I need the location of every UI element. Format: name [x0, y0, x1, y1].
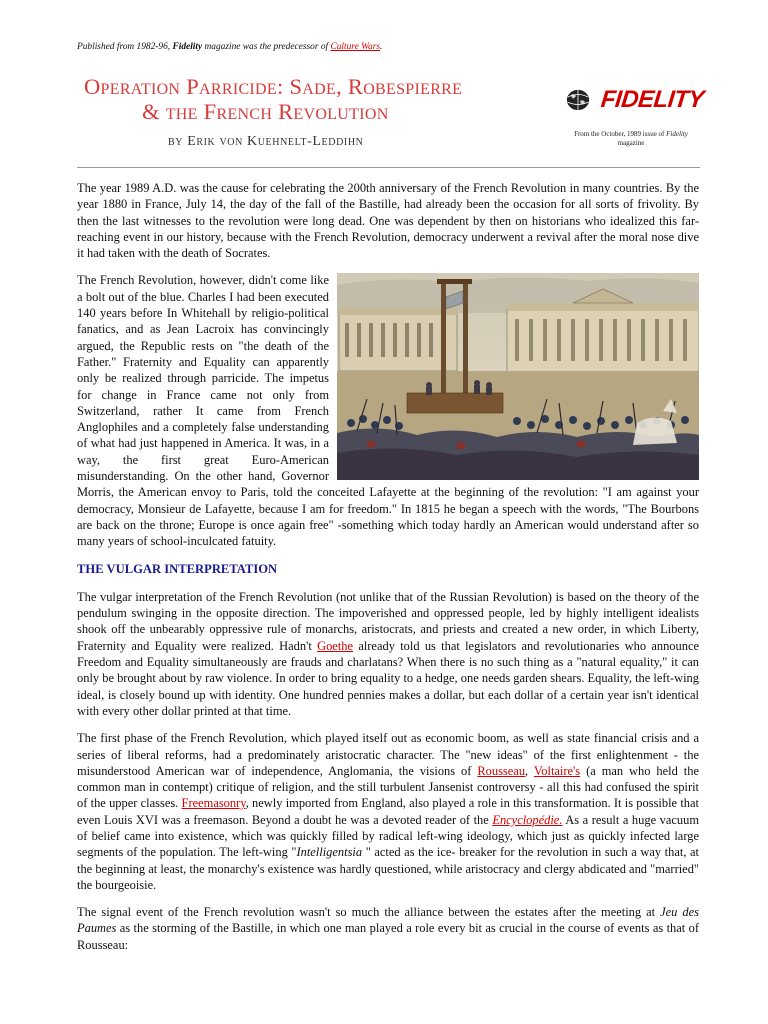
- paragraph-text: as the storming of the Bastille, in which one man played a role every bit as crucial in the course of events as that of Rousseau:: [77, 921, 699, 952]
- paragraph: [77, 589, 699, 719]
- paragraph-text: already told us that legislators and revolutionaries who announce Freedom and Equality simultaneously are frauds and charlatans? When there is no such thing as a "natural equality," it can only be brought about by raw violence. In order to bring equality to a hedge, one needs garden shears. Equality, the left-wing ideal, is closely bound up with identity. One hundred pennies makes a dollar, but each dollar of a certain year isn't identical with every other dollar printed at that time.: [77, 638, 699, 718]
- paragraph-text: The vulgar interpretation of the French Revolution (not unlike that of the Russian Revolution) is based on the theory of the pendulum swinging in the opposite direction. The impoverished and oppressed people, led by highly intelligent idealists shook off the unbearably oppressive rule of monarchs, aristocrats, and priests and created a new order, in which Liberty, Fraternity and Equality were realized. Hadn't: [77, 589, 699, 653]
- paragraph-text: , newly imported from England, also played a role in this transformation. It is possible that even Louis XVI was a freemason. Beyond a doubt he was a devoted reader of the: [77, 796, 699, 827]
- paragraph: [77, 730, 699, 893]
- issue-note-text: From the October, 1989 issue of: [574, 130, 667, 138]
- rousseau-link[interactable]: Rousseau: [477, 763, 526, 778]
- freemasonry-link[interactable]: Freemasonry: [181, 796, 246, 811]
- paragraph-text: The signal event of the French revolution wasn't so much the alliance between the estates after the meeting at: [77, 905, 661, 920]
- encyclopedie-link[interactable]: Encyclopédie.: [492, 812, 563, 827]
- paragraph-text: ,: [525, 763, 534, 778]
- intelligentsia-term: Intelligentsia: [296, 845, 363, 860]
- article-title-line1: Operation Parricide: Sade, Robespierre: [84, 74, 463, 99]
- section-heading: THE VULGAR INTERPRETATION: [77, 561, 278, 576]
- guillotine-engraving-illustration: [337, 273, 699, 480]
- article-body: [77, 180, 699, 964]
- paragraph: [77, 904, 699, 953]
- fidelity-logo: [565, 86, 706, 114]
- article-title: [84, 74, 504, 124]
- magazine-name: Fidelity: [172, 42, 203, 52]
- publication-note: [77, 42, 382, 52]
- publication-note-text: magazine was the predecessor of: [202, 42, 331, 52]
- fidelity-logo-text: FIDELITY: [599, 86, 706, 113]
- culture-wars-link[interactable]: Culture Wars: [330, 42, 381, 52]
- paragraph-text: " acted as the ice- breaker for the revolution in such a way that, at the beginning at least, the monarchy's existence was hardly questioned, while aristocracy and clergy abdicated and "married" the bourgeoisie.: [77, 845, 699, 892]
- paragraph-text: The first phase of the French Revolution, which played itself out as economic boom, as well as state financial crisis and a series of liberal reforms, had a predominately aristocratic character. The "new ideas" of the first enlightenment - the misunderstood American war of independence, Anglomania, the visions of: [77, 731, 699, 778]
- publication-note-text: .: [380, 42, 383, 52]
- voltaire-link[interactable]: Voltaire's: [533, 763, 581, 778]
- jeu-des-paumes-term: Jeu des Paumes: [77, 905, 699, 936]
- header-divider: [77, 167, 700, 168]
- paragraph: [77, 272, 699, 549]
- issue-note-text: magazine: [617, 139, 645, 147]
- paragraph: The year 1989 A.D. was the cause for celebrating the 200th anniversary of the French Revolution in many countries. By the year 1880 in France, July 14, the day of the fall of the Bastille, had already been the occasion for all sorts of frivolity. By then the last witnesses to the revolution were long dead. One was dependent by then on historians who idealized this far-reaching event in our history, because with the French Revolution, democracy underwent a revival after the moral nose dive it had taken with the death of Socrates.: [77, 181, 699, 261]
- issue-note: [568, 130, 694, 148]
- paragraph-text: The French Revolution, however, didn't come like a bolt out of the blue. Charles I had been executed 140 years before In Whitehall by religio-political fanatics, and as Jean Lacroix has convincingly argued, the Republic rests on "the death of the Father." Fraternity and Equality can apparently only be realized through parricide. The impetus for change in France came not only from Switzerland, rather It came from French Anglophiles and a completely false understanding of what had just happened in America. It was, in a way, the first great Euro-American misunderstanding. On the other hand, Governor Morris, the American envoy to Paris, told the conceited Lafayette at the beginning of the revolution: "I am against your democracy, Monsieur de Lafayette, because I am for freedom." In 1815 he began a speech with the words, "The Bourbons are back on the throne; Europe is once again free" -something which today hardly an American would understand after so many years of school-inculcated fatuity.: [77, 273, 699, 549]
- publication-note-text: Published from 1982-96,: [77, 42, 173, 52]
- guillotine-engraving-image: [337, 273, 699, 480]
- goethe-link[interactable]: Goethe: [317, 638, 354, 653]
- issue-note-magazine: Fidelity: [666, 130, 688, 138]
- paragraph-text: (a man who held the common man in contempt) critique of religion, and the still turbulent Jansenist controversy - all this had confused the spirit of the upper classes.: [77, 763, 699, 811]
- article-byline: by Erik von Kuehnelt-Leddihn: [168, 134, 364, 149]
- article-title-line2: & the French Revolution: [142, 99, 389, 124]
- globe-icon: [565, 88, 591, 112]
- paragraph-text: As a result a huge vacuum of belief came into existence, which was quickly filled by radical left-wing ideology, which just as quickly infected large segments of the population. The left-wing ": [77, 812, 700, 860]
